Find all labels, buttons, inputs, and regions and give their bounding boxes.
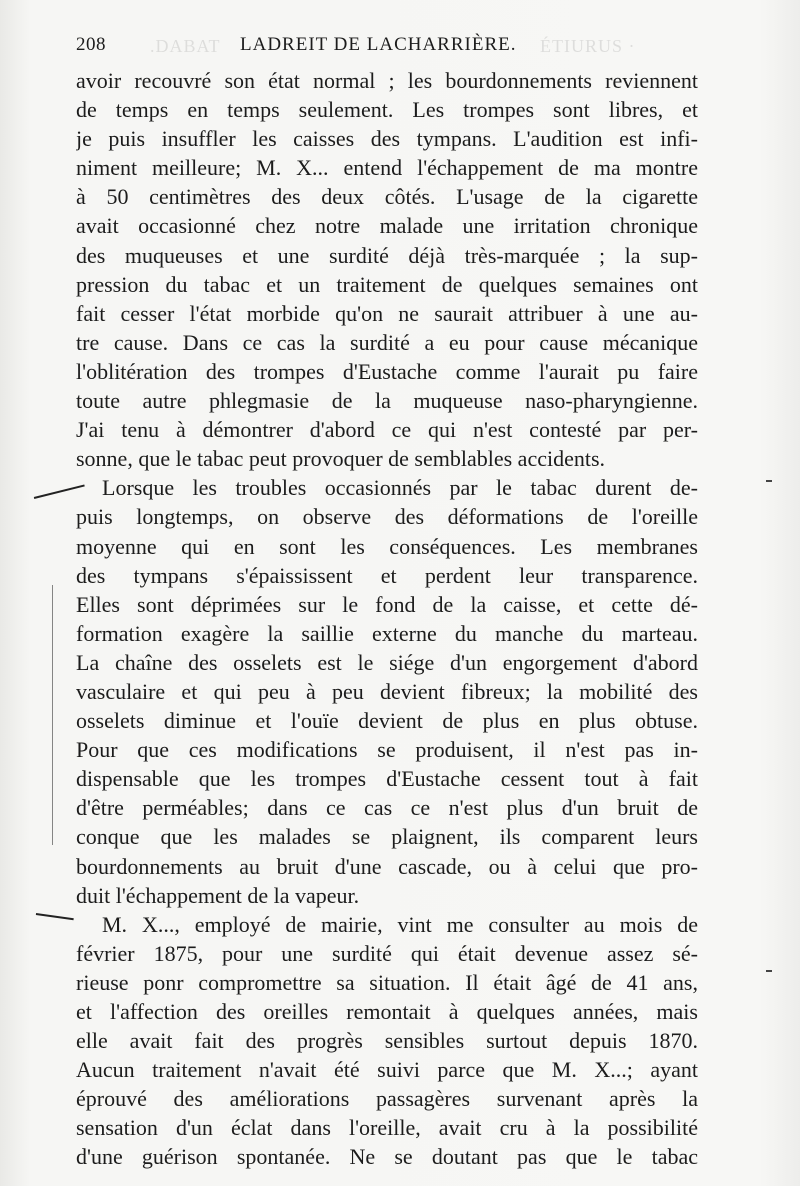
- text-line: rieuse ponr compromettre sa situation. Il était âgé de 41 ans,: [76, 969, 698, 995]
- running-title: LADREIT DE LACHARRIÈRE.: [240, 34, 517, 55]
- text-line: je puis insuffler les caisses des tympans. L'audition est infi-: [76, 126, 698, 152]
- text-line: formation exagère la saillie externe du manche du marteau.: [76, 620, 698, 646]
- text-line: l'oblitération des trompes d'Eustache comme l'aurait pu faire: [76, 358, 698, 384]
- text-line: niment meilleure; M. X... entend l'échappement de ma montre: [76, 155, 698, 181]
- text-line: février 1875, pour une surdité qui était devenue assez sé-: [76, 940, 698, 966]
- text-line: d'une guérison spontanée. Ne se doutant pas que le tabac: [76, 1144, 698, 1170]
- text-line: bourdonnements au bruit d'une cascade, ou à celui que pro-: [76, 853, 698, 879]
- stray-mark: [766, 480, 772, 482]
- text-line: osselets diminue et l'ouïe devient de plus en plus obtuse.: [76, 708, 698, 734]
- text-line: Pour que ces modifications se produisent, il n'est pas in-: [76, 737, 698, 763]
- text-line: fait cesser l'état morbide qu'on ne saurait attribuer à une au-: [76, 300, 698, 326]
- text-line: Elles sont déprimées sur le fond de la caisse, et cette dé-: [76, 591, 698, 617]
- text-line: de temps en temps seulement. Les trompes sont libres, et: [76, 97, 698, 123]
- bleed-through-left: .DABAT: [150, 36, 221, 56]
- text-line: des tympans s'épaississent et perdent leur transparence.: [76, 562, 698, 588]
- text-line: pression du tabac et un traitement de quelques semaines ont: [76, 271, 698, 297]
- text-line: éprouvé des améliorations passagères survenant après la: [76, 1086, 698, 1112]
- text-line: moyenne qui en sont les conséquences. Les membranes: [76, 533, 698, 559]
- text-line: d'être perméables; dans ce cas ce n'est plus d'un bruit de: [76, 795, 698, 821]
- text-line: et l'affection des oreilles remontait à quelques années, mais: [76, 999, 698, 1024]
- text-line: dispensable que les trompes d'Eustache cessent tout à fait: [76, 766, 698, 792]
- text-line: elle avait fait des progrès sensibles surtout depuis 1870.: [76, 1028, 698, 1054]
- text-line: tre cause. Dans ce cas la surdité a eu pour cause mécanique: [76, 329, 698, 355]
- text-line: à 50 centimètres des deux côtés. L'usage de la cigarette: [76, 184, 698, 210]
- text-line: conque que les malades se plaignent, ils comparent leurs: [76, 824, 698, 850]
- running-head: [76, 34, 696, 58]
- page-number: 208: [76, 34, 106, 55]
- text-line: sensation d'un éclat dans l'oreille, avait cru à la possibilité: [76, 1115, 698, 1141]
- text-line: vasculaire et qui peu à peu devient fibreux; la mobilité des: [76, 678, 698, 704]
- text-line: Aucun traitement n'avait été suivi parce que M. X...; ayant: [76, 1057, 698, 1083]
- text-line: des muqueuses et une surdité déjà très-marquée ; la sup-: [76, 242, 698, 268]
- body-text: [76, 66, 698, 1172]
- margin-rule: [52, 585, 53, 845]
- stray-mark: [766, 970, 772, 972]
- text-line: avait occasionné chez notre malade une irritation chronique: [76, 213, 698, 239]
- text-line: La chaîne des osselets est le siége d'un engorgement d'abord: [76, 649, 698, 675]
- text-line: puis longtemps, on observe des déformations de l'oreille: [76, 504, 698, 530]
- text-line: avoir recouvré son état normal ; les bourdonnements reviennent: [76, 68, 698, 93]
- text-line: toute autre phlegmasie de la muqueuse naso-pharyngienne.: [76, 388, 698, 414]
- paragraph-start-line: Lorsque les troubles occasionnés par le tabac durent de-: [102, 475, 698, 501]
- text-line: duit l'échappement de la vapeur.: [76, 882, 360, 908]
- paragraph-start-line: M. X..., employé de mairie, vint me consulter au mois de: [102, 911, 698, 937]
- margin-mark-paragraph-2: [36, 913, 74, 920]
- text-line: sonne, que le tabac peut provoquer de semblables accidents.: [76, 446, 606, 472]
- text-line: J'ai tenu à démontrer d'abord ce qui n'est contesté par per-: [76, 417, 698, 443]
- bleed-through-right: ÉTIURUS ·: [540, 36, 636, 56]
